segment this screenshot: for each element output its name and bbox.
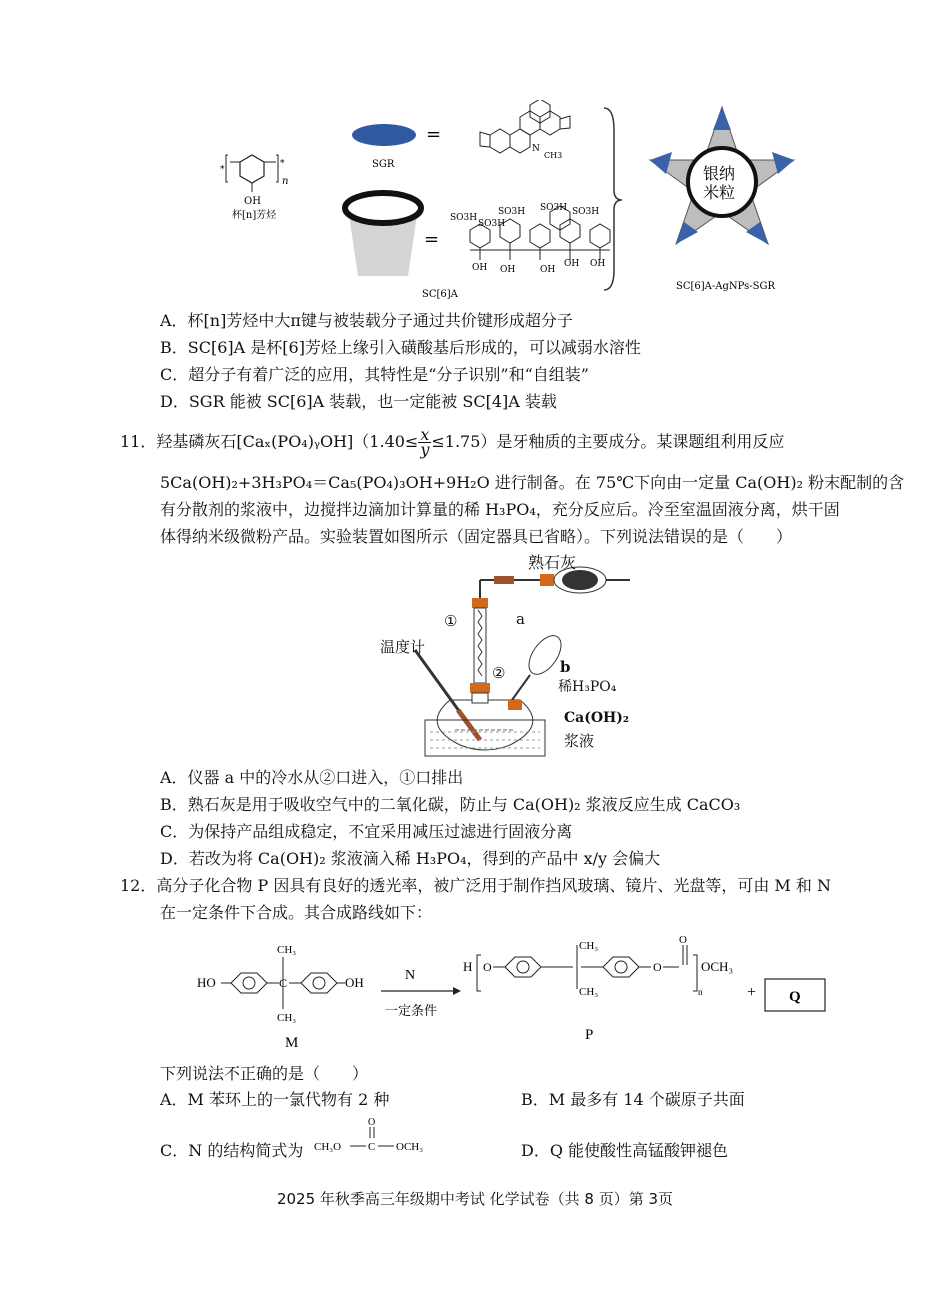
sc6a-cup (345, 193, 421, 276)
so3h-1: SO3H (450, 213, 478, 223)
sc6a-label: SC[6]A (422, 289, 458, 300)
m-oh: OH (345, 975, 364, 990)
sgr-ellipse (352, 124, 416, 146)
n-carbonyl-o: O (368, 1117, 376, 1128)
label-lime: 熟石灰 (528, 553, 577, 572)
sc6a-oh-4: OH (564, 259, 580, 269)
q11-stem-line4: 体得纳米级微粉产品。实验装置如图所示（固定器具已省略）。下列说法错误的是（ ） (160, 527, 793, 546)
n-c: C (368, 1141, 376, 1153)
so3h-4: SO3H (540, 203, 568, 213)
so3h-2: SO3H (478, 219, 506, 229)
so3h-3: SO3H (498, 207, 526, 217)
q11-apparatus (360, 550, 660, 760)
q12-stem-line1 (120, 875, 831, 897)
nano-label-2: 米粒 (703, 183, 736, 202)
sgr-label: SGR (372, 159, 395, 170)
brace (604, 108, 622, 290)
sgr-equals: = (426, 124, 442, 145)
q11-stem-part1: 羟基磷灰石[Caₓ(PO₄)ᵧOH]（1.40≤ (156, 432, 419, 451)
q12-option-d: D．Q 能使酸性高锰酸钾褪色 (521, 1141, 729, 1160)
label-port-1: ① (444, 612, 458, 630)
calixarene-label: 杯[n]芳烃 (232, 210, 277, 221)
condition: 一定条件 (385, 1004, 438, 1019)
q11-frac-num: x (420, 425, 430, 444)
sgr-n: N (532, 144, 540, 154)
q10-figure (200, 100, 820, 300)
so3h-5: SO3H (572, 207, 600, 217)
q11-option-a: A．仪器 a 中的冷水从②口进入，①口排出 (160, 768, 464, 787)
calix-n: n (282, 176, 289, 187)
n-structure-svg (314, 1114, 444, 1154)
sc6a-oh-1: OH (472, 263, 488, 273)
label-a: a (516, 610, 525, 628)
calixarene-structure (220, 155, 285, 192)
q11-frac-den: y (420, 440, 430, 459)
q10-option-a: A．杯[n]芳烃中大π键与被装载分子通过共价键形成超分子 (160, 311, 573, 330)
label-b: b (560, 658, 571, 676)
m-label: M (285, 1035, 299, 1050)
q11-option-d: D．若改为将 Ca(OH)₂ 浆液滴入稀 H₃PO₄，得到的产品中 x/y 会偏大 (160, 849, 661, 868)
q11-option-c: C．为保持产品组成稳定，不宜采用减压过滤进行固液分离 (160, 822, 573, 841)
sc6a-oh-5: OH (590, 259, 606, 269)
q12-stem-line2: 在一定条件下合成。其合成路线如下： (160, 903, 433, 922)
q12-option-c (160, 1140, 303, 1162)
p-ch3-bottom: CH₃ (579, 986, 599, 998)
n-right: OCH₃ (396, 1141, 424, 1153)
nano-label-1: 银纳 (703, 164, 736, 183)
q10-option-b: B．SC[6]A 是杯[6]芳烃上缘引入磺酸基后形成的，可以减弱水溶性 (160, 338, 641, 357)
label-thermometer: 温度计 (380, 638, 426, 656)
q11-option-b: B．熟石灰是用于吸收空气中的二氧化碳，防止与 Ca(OH)₂ 浆液反应生成 CaCO₃ (160, 795, 741, 814)
lime-granules (562, 570, 598, 590)
m-center-c: C (279, 976, 288, 990)
p-o-left: O (483, 960, 492, 974)
svg-text:*: * (280, 159, 285, 169)
q12-reaction-scheme (195, 935, 835, 1050)
page-footer: 2025 年秋季高三年级期中考试 化学试卷（共 8 页）第 3页 (276, 1190, 674, 1208)
n-label: N (405, 968, 416, 983)
p-och3: OCH₃ (701, 959, 733, 974)
q-label: Q (789, 989, 801, 1005)
p-label: P (585, 1027, 594, 1043)
q12-stem-text1: 高分子化合物 P 因具有良好的透光率，被广泛用于制作挡风玻璃、镜片、光盘等，可由 M 和 N (156, 876, 831, 895)
q10-option-d: D．SGR 能被 SC[6]A 装载，也一定能被 SC[4]A 装载 (160, 392, 557, 411)
sgr-structure (480, 100, 570, 153)
m-ho: HO (197, 975, 216, 990)
n-left: CH₃O (314, 1141, 342, 1153)
p-n: n (698, 987, 703, 997)
sc6a-equals: = (424, 229, 440, 250)
q12-number: 12． (120, 876, 157, 895)
calix-oh: OH (244, 196, 261, 207)
q12-ask: 下列说法不正确的是（ ） (160, 1064, 369, 1083)
q11-number: 11． (120, 432, 157, 451)
q11-stem-line2: 5Ca(OH)₂+3H₃PO₄＝Ca₅(PO₄)₃OH+9H₂O 进行制备。在 75℃下向由一定量 Ca(OH)₂ 粉末配制的含 (160, 473, 905, 492)
label-dilute-acid: 稀H₃PO₄ (558, 679, 617, 695)
n-structure (314, 1114, 444, 1154)
sgr-ch3: CH3 (544, 151, 563, 160)
q12-option-a: A．M 苯环上的一氯代物有 2 种 (160, 1090, 390, 1109)
q11-stem-line3: 有分散剂的浆液中，边搅拌边滴加计算量的稀 H₃PO₄，充分反应后。冷至室温固液分离，烘干固 (160, 500, 840, 519)
q10-option-c: C．超分子有着广泛的应用，其特性是“分子识别”和“自组装” (160, 365, 589, 384)
p-ch3-top: CH₃ (579, 940, 599, 952)
q11-fraction (418, 425, 431, 459)
svg-text:*: * (220, 165, 225, 175)
p-o-right: O (653, 960, 662, 974)
reaction-svg (195, 935, 835, 1050)
m-ch3-top: CH₃ (277, 944, 297, 956)
p-carbonyl-o: O (679, 935, 687, 946)
q12-option-b: B．M 最多有 14 个碳原子共面 (521, 1090, 745, 1109)
q12-option-c-text: C．N 的结构简式为 (160, 1141, 304, 1160)
q11-stem-line1 (120, 425, 785, 459)
label-slurry: 浆液 (564, 732, 595, 750)
sc6a-oh-3: OH (540, 265, 556, 275)
label-port-2: ② (492, 664, 506, 682)
q10-figure-svg (200, 100, 820, 300)
q11-stem-part2: ≤1.75）是牙釉质的主要成分。某课题组利用反应 (431, 432, 785, 451)
product-label: SC[6]A-AgNPs-SGR (676, 281, 775, 292)
sc6a-oh-2: OH (500, 265, 516, 275)
m-ch3-bottom: CH₃ (277, 1012, 297, 1024)
label-slurry-formula: Ca(OH)₂ (564, 710, 630, 726)
p-h: H (463, 959, 473, 974)
plus-sign: + (747, 984, 757, 1001)
